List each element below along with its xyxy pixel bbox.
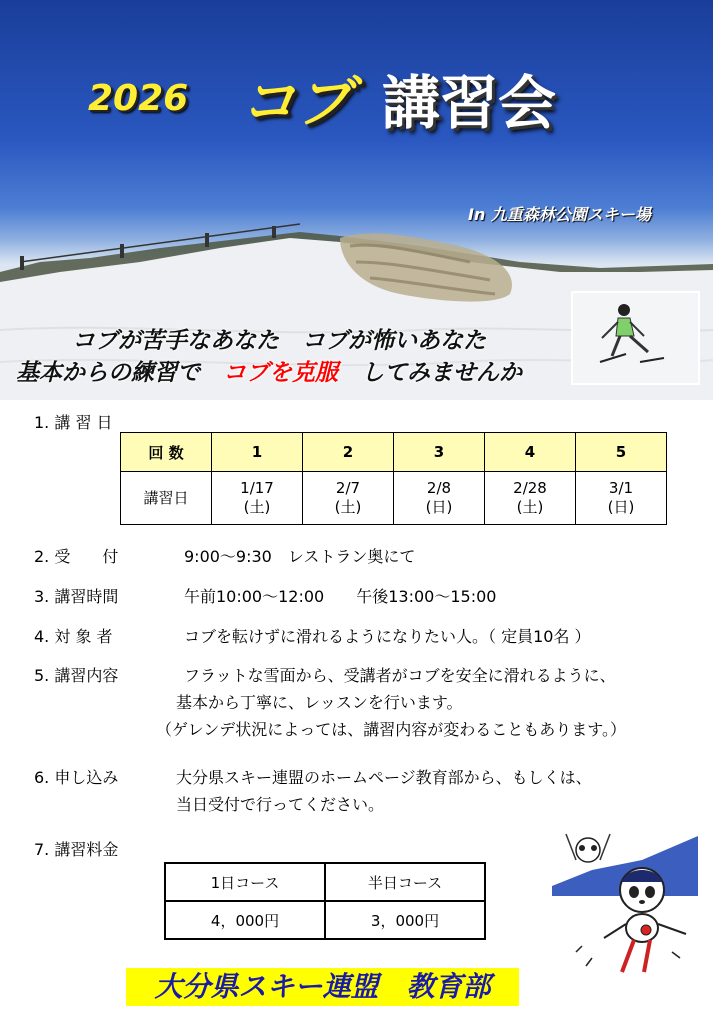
schedule-date-cell xyxy=(485,472,576,525)
schedule-date-cell xyxy=(576,472,667,525)
section-5-label: 5. 講習内容 xyxy=(34,666,119,685)
schedule-row-label: 講習日 xyxy=(121,472,212,525)
tagline-highlight: コブを克服 xyxy=(223,360,338,386)
schedule-date-cell xyxy=(212,472,303,525)
hero-tagline-2 xyxy=(16,354,522,387)
schedule-day: (土) xyxy=(516,498,544,516)
content-line-3: （ゲレンデ状況によっては、講習内容が変わることもあります。） xyxy=(156,720,627,739)
schedule-date: 3/1 xyxy=(608,479,634,497)
title-kobu: コブ xyxy=(240,70,352,135)
fee-full-label: 1日コース xyxy=(165,863,325,901)
schedule-date: 2/7 xyxy=(335,479,361,497)
lesson-time-value: 午前10:00～12:00 午後13:00～15:00 xyxy=(184,587,497,606)
schedule-day: (日) xyxy=(607,498,635,516)
schedule-date: 2/8 xyxy=(426,479,452,497)
title-year: 2026 xyxy=(88,78,189,119)
schedule-number: 2 xyxy=(303,433,394,472)
footer-organization: 大分県スキー連盟 教育部 xyxy=(126,968,519,1006)
section-4-label: 4. 対 象 者 xyxy=(34,627,113,646)
schedule-date: 1/17 xyxy=(240,479,274,497)
hero-banner xyxy=(0,0,713,400)
content-line-2: 基本から丁寧に、レッスンを行います。 xyxy=(176,693,463,712)
schedule-number: 1 xyxy=(212,433,303,472)
section-1-heading: 1. 講 習 日 xyxy=(34,413,113,432)
schedule-day: (土) xyxy=(243,498,271,516)
schedule-date: 2/28 xyxy=(513,479,547,497)
panda-skier-illustration xyxy=(552,826,698,978)
title-koshukai: 講習会 xyxy=(382,69,557,137)
schedule-header-label: 回 数 xyxy=(121,433,212,472)
apply-line-1: 大分県スキー連盟のホームページ教育部から、もしくは、 xyxy=(176,768,592,787)
section-2-label: 2. 受 付 xyxy=(34,547,119,566)
schedule-date-cell xyxy=(303,472,394,525)
schedule-date-cell xyxy=(394,472,485,525)
fee-header-row xyxy=(165,863,485,901)
fee-half-label: 半日コース xyxy=(325,863,485,901)
section-3-label: 3. 講習時間 xyxy=(34,587,119,606)
section-6-label: 6. 申し込み xyxy=(34,768,119,787)
fee-table xyxy=(164,862,486,940)
schedule-day: (土) xyxy=(334,498,362,516)
schedule-table xyxy=(120,432,667,525)
schedule-number: 3 xyxy=(394,433,485,472)
schedule-number: 5 xyxy=(576,433,667,472)
schedule-date-row xyxy=(121,472,667,525)
content-line-1: フラットな雪面から、受講者がコブを安全に滑れるように、 xyxy=(184,666,616,685)
schedule-header-row xyxy=(121,433,667,472)
hero-tagline-1: コブが苦手なあなた コブが怖いあなた xyxy=(72,328,486,354)
reception-value: 9:00～9:30 レストラン奥にて xyxy=(184,547,416,566)
section-7-heading: 7. 講習料金 xyxy=(34,840,119,859)
schedule-day: (日) xyxy=(425,498,453,516)
schedule-number: 4 xyxy=(485,433,576,472)
fee-price-row xyxy=(165,901,485,939)
target-value: コブを転けずに滑れるようになりたい人。（ 定員10名 ） xyxy=(184,627,591,646)
tagline-part-b: してみませんか xyxy=(361,360,522,386)
fee-half-price: 3，000円 xyxy=(325,901,485,939)
apply-line-2: 当日受付で行ってください。 xyxy=(176,795,385,814)
venue-label: In 九重森林公園スキー場 xyxy=(468,205,651,224)
skier-photo-inset xyxy=(572,292,699,384)
fee-full-price: 4，000円 xyxy=(165,901,325,939)
tagline-part-a: 基本からの練習で xyxy=(16,360,200,386)
